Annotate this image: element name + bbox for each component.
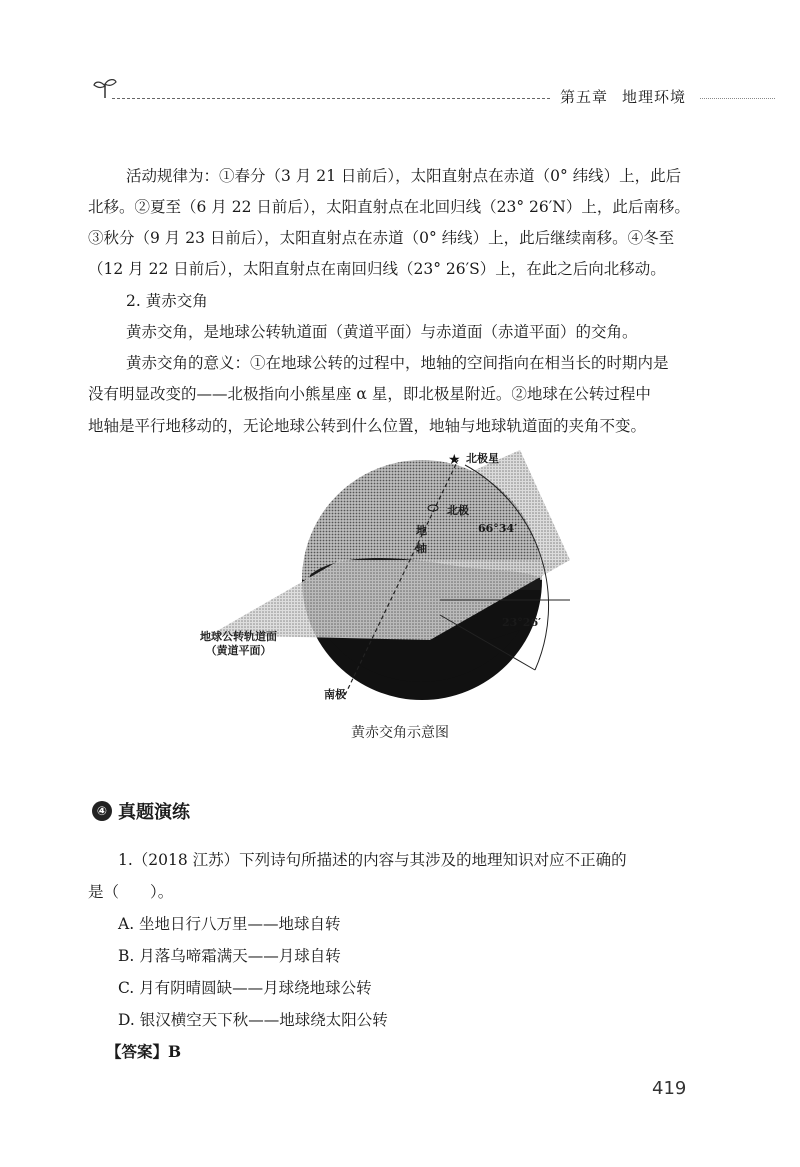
header-rule-right	[700, 98, 775, 99]
option-c: C. 月有阴晴圆缺——月球绕地球公转	[118, 979, 372, 997]
body-line: （12 月 22 日前后），太阳直射点在南回归线（23° 26′S）上，在此之后向北移动。	[88, 260, 666, 278]
section-icon: ④	[92, 801, 112, 821]
chapter-number: 第五章	[560, 88, 609, 106]
body-line: 地轴是平行地移动的，无论地球公转到什么位置，地轴与地球轨道面的夹角不变。	[88, 417, 647, 435]
answer	[106, 1040, 181, 1062]
option-b: B. 月落乌啼霜满天——月球自转	[118, 947, 341, 965]
north-pole-label: 北极	[447, 504, 469, 517]
page-number: 419	[652, 1078, 687, 1099]
section-subheading: 2. 黄赤交角	[126, 292, 208, 310]
chapter-heading	[560, 86, 686, 107]
angle-66-label: 66°34′	[478, 522, 518, 535]
south-pole-label: 南极	[324, 688, 346, 701]
polaris-label: 北极星	[466, 452, 499, 465]
svg-text:★: ★	[448, 452, 461, 468]
question-line: 是（ ）。	[88, 883, 174, 901]
chapter-title: 地理环境	[622, 88, 687, 106]
answer-value: B	[168, 1042, 182, 1061]
question-line: 1.（2018 江苏）下列诗句所描述的内容与其涉及的地理知识对应不正确的	[118, 851, 627, 869]
answer-label: 【答案】	[106, 1042, 169, 1061]
figure-caption: 黄赤交角示意图	[351, 725, 449, 741]
body-line: 北移。②夏至（6 月 22 日前后），太阳直射点在北回归线（23° 26′N）上，此后南移。	[88, 198, 690, 216]
practice-title-text: 真题演练	[118, 802, 190, 823]
practice-section-title	[92, 798, 190, 824]
body-line: 黄赤交角的意义：①在地球公转的过程中，地轴的空间指向在相当长的时期内是	[126, 354, 669, 372]
sprout-logo	[92, 76, 118, 104]
option-d: D. 银汉横空天下秋——地球绕太阳公转	[118, 1011, 388, 1029]
body-line: ③秋分（9 月 23 日前后），太阳直射点在赤道（0° 纬线）上，此后继续南移。④冬至	[88, 229, 675, 247]
orbital-plane-label-2: （黄道平面）	[205, 644, 272, 657]
body-line: 黄赤交角，是地球公转轨道面（黄道平面）与赤道面（赤道平面）的交角。	[126, 323, 638, 341]
body-line: 没有明显改变的——北极指向小熊星座 α 星，即北极星附近。②地球在公转过程中	[88, 385, 651, 403]
orbital-plane-label	[200, 630, 277, 658]
option-a: A. 坐地日行八万里——地球自转	[118, 915, 341, 933]
angle-23-label: 23°26′	[502, 616, 542, 629]
axis-label: 地轴	[416, 524, 427, 555]
header-rule	[112, 98, 550, 99]
obliquity-diagram	[190, 440, 610, 710]
body-line: 活动规律为：①春分（3 月 21 日前后），太阳直射点在赤道（0° 纬线）上，此后	[126, 167, 682, 185]
orbital-plane-label-1: 地球公转轨道面	[200, 630, 277, 643]
